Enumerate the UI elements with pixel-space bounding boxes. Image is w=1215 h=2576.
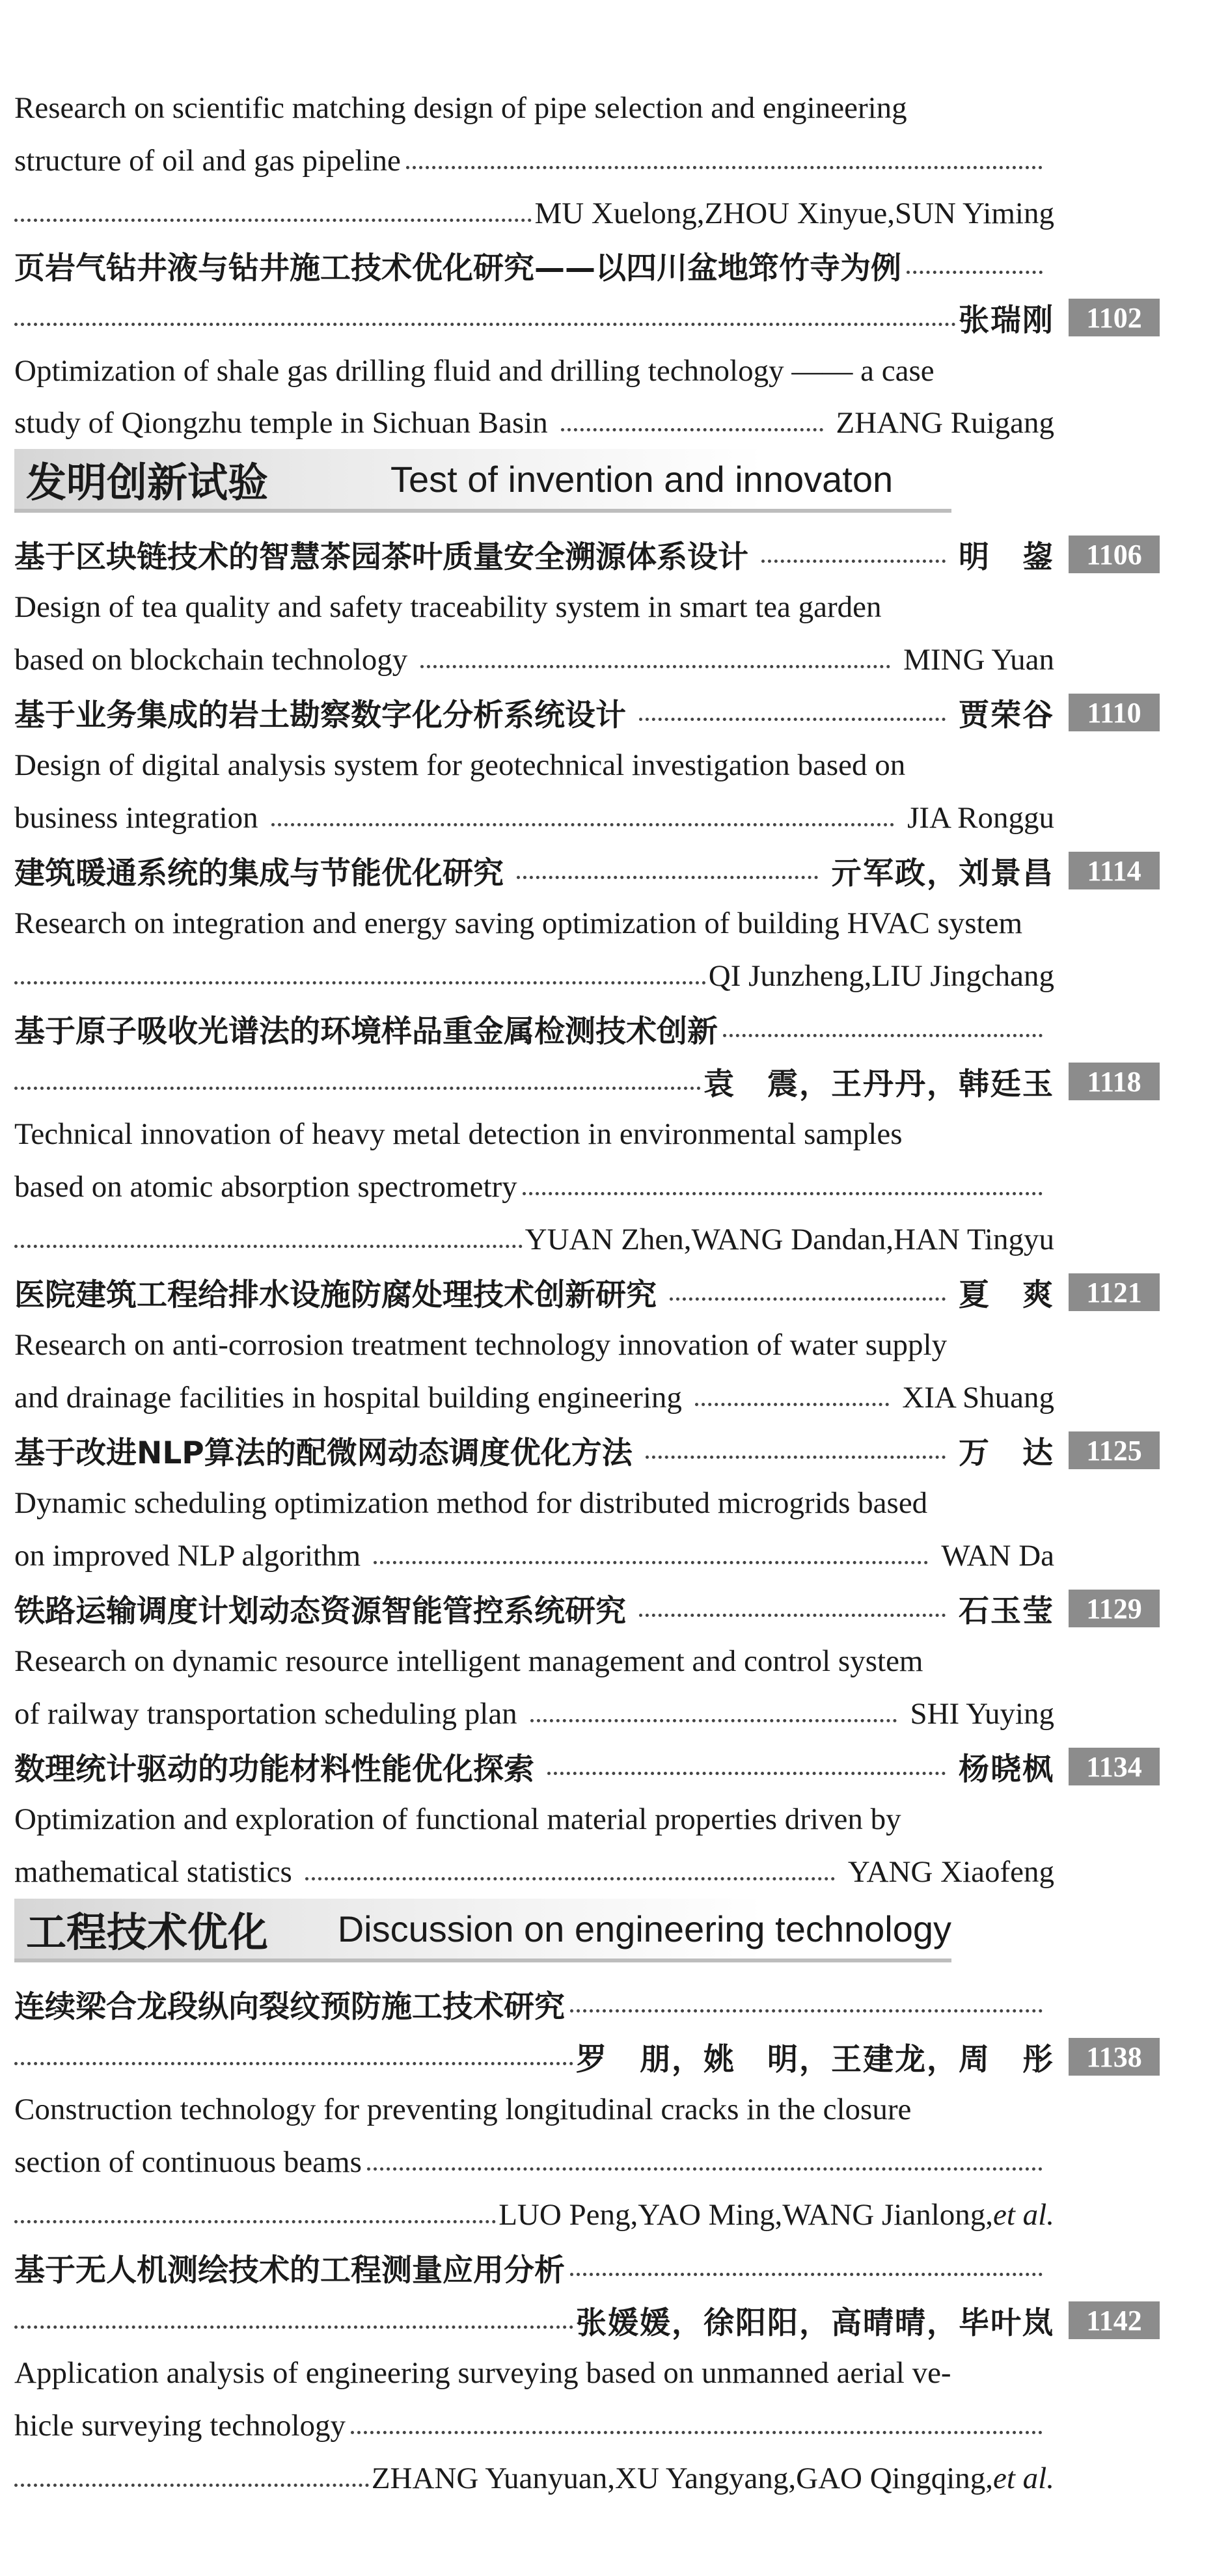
- cn-authors: 万 达: [959, 1435, 1054, 1471]
- section-title-cn: 工程技术优化: [26, 1908, 269, 1956]
- toc-en-title-line: [14, 1635, 1160, 1687]
- en-authors: JIA Ronggu: [907, 801, 1054, 835]
- en-title-text: study of Qiongzhu temple in Sichuan Basin: [14, 406, 548, 440]
- cn-authors: 张媛媛，徐阳阳，高晴晴，毕叶岚: [576, 2305, 1054, 2341]
- toc-en-title-line: [14, 82, 1160, 134]
- en-title-text: based on blockchain technology: [14, 643, 408, 677]
- toc-cn-author-line: [14, 2294, 1160, 2346]
- toc-en-title-line: [14, 1477, 1160, 1529]
- dot-leader: [639, 718, 946, 721]
- page-number-badge[interactable]: 1129: [1069, 1590, 1160, 1627]
- en-authors: WAN Da: [941, 1539, 1054, 1573]
- dot-leader: [523, 1192, 1043, 1195]
- toc-cn-author-line: [14, 2031, 1160, 2083]
- cn-title-text: 基于无人机测绘技术的工程测量应用分析: [14, 2252, 565, 2288]
- toc-cn-title-line[interactable]: [14, 528, 1160, 580]
- cn-title-text: 连续梁合龙段纵向裂纹预防施工技术研究: [14, 1988, 565, 2025]
- page-number-badge[interactable]: 1110: [1069, 694, 1160, 731]
- section-header: [14, 1899, 951, 1962]
- cn-authors: 罗 朋，姚 明，王建龙，周 彤: [576, 2041, 1054, 2078]
- toc-en-title-line: [14, 1530, 1160, 1582]
- toc-en-title-line: [14, 1372, 1160, 1424]
- en-title-text: Research on dynamic resource intelligent management and control system: [14, 1644, 923, 1678]
- page-number-badge[interactable]: 1125: [1069, 1431, 1160, 1469]
- en-authors: YANG Xiaofeng: [847, 1855, 1054, 1889]
- en-title-text: mathematical statistics: [14, 1855, 292, 1889]
- dot-leader: [723, 1034, 1043, 1037]
- toc-cn-author-line: [14, 1055, 1160, 1107]
- cn-authors: 袁 震，王丹丹，韩廷玉: [703, 1066, 1054, 1102]
- en-title-text: Application analysis of engineering surveying based on unmanned aerial ve-: [14, 2356, 951, 2390]
- toc-en-title-line: [14, 397, 1160, 449]
- toc-en-title-line: [14, 2083, 1160, 2135]
- toc-cn-title-line[interactable]: [14, 239, 1160, 291]
- et-al: et al.: [993, 2198, 1054, 2232]
- en-authors: LUO Peng,YAO Ming,WANG Jianlong,: [498, 2198, 994, 2232]
- section-header: [14, 449, 951, 513]
- dot-leader: [305, 1877, 835, 1880]
- cn-title-text: 铁路运输调度计划动态资源智能管控系统研究: [14, 1593, 626, 1629]
- toc-en-title-line: [14, 1846, 1160, 1898]
- toc-en-author-line: [14, 1213, 1160, 1266]
- dot-leader: [14, 323, 956, 326]
- toc-cn-title-line[interactable]: [14, 1266, 1160, 1318]
- toc-en-title-line: [14, 135, 1160, 187]
- dot-leader: [406, 166, 1043, 169]
- toc-en-title-line: [14, 581, 1160, 633]
- dot-leader: [530, 1719, 897, 1722]
- toc-en-title-line: [14, 2347, 1160, 2399]
- toc-en-title-line: [14, 792, 1160, 844]
- page-number-badge[interactable]: 1118: [1069, 1063, 1160, 1100]
- en-title-text: hicle surveying technology: [14, 2409, 346, 2443]
- dot-leader: [367, 2167, 1043, 2171]
- dot-leader: [351, 2431, 1043, 2434]
- dot-leader: [271, 823, 894, 826]
- dot-leader: [14, 981, 706, 984]
- dot-leader: [761, 560, 946, 563]
- en-authors: YUAN Zhen,WANG Dandan,HAN Tingyu: [525, 1223, 1054, 1256]
- cn-title-text: 基于业务集成的岩土勘察数字化分析系统设计: [14, 697, 626, 733]
- toc-en-title-line: [14, 345, 1160, 397]
- toc-en-author-line: [14, 2452, 1160, 2504]
- dot-leader: [561, 428, 823, 431]
- en-authors: SHI Yuying: [910, 1697, 1054, 1731]
- dot-leader: [14, 1245, 523, 1248]
- cn-authors: 贾荣谷: [959, 697, 1054, 733]
- page-number-badge[interactable]: 1102: [1069, 299, 1160, 336]
- page-number-badge[interactable]: 1106: [1069, 536, 1160, 573]
- dot-leader: [14, 2062, 573, 2065]
- section-title-cn: 发明创新试验: [26, 458, 269, 506]
- en-title-text: Design of digital analysis system for geotechnical investigation based on: [14, 748, 906, 782]
- cn-authors: 张瑞刚: [959, 302, 1054, 338]
- dot-leader: [14, 2484, 369, 2487]
- et-al: et al.: [993, 2461, 1054, 2495]
- toc-en-title-line: [14, 739, 1160, 791]
- dot-leader: [570, 2273, 1043, 2276]
- en-authors: MU Xuelong,ZHOU Xinyue,SUN Yiming: [534, 197, 1054, 230]
- toc-en-title-line: [14, 2400, 1160, 2452]
- toc-cn-author-line: [14, 291, 1160, 344]
- toc-cn-title-line[interactable]: [14, 1003, 1160, 1055]
- cn-title-text: 建筑暖通系统的集成与节能优化研究: [14, 855, 504, 891]
- dot-leader: [646, 1456, 946, 1459]
- page-number-badge[interactable]: 1134: [1069, 1748, 1160, 1785]
- cn-title-text: 页岩气钻井液与钻井施工技术优化研究——以四川盆地筇竹寺为例: [14, 250, 901, 286]
- toc-cn-title-line[interactable]: [14, 2242, 1160, 2294]
- page-number-badge[interactable]: 1121: [1069, 1273, 1160, 1311]
- cn-authors: 明 鋆: [959, 539, 1054, 575]
- toc-en-author-line: [14, 187, 1160, 239]
- toc-cn-title-line[interactable]: [14, 1741, 1160, 1793]
- toc-cn-title-line[interactable]: [14, 1424, 1160, 1476]
- cn-authors: 石玉莹: [959, 1593, 1054, 1629]
- cn-title-text: 基于区块链技术的智慧茶园茶叶质量安全溯源体系设计: [14, 539, 748, 575]
- en-title-text: Research on anti-corrosion treatment technology innovation of water supply: [14, 1328, 948, 1362]
- dot-leader: [420, 665, 890, 668]
- en-authors: ZHANG Ruigang: [836, 406, 1054, 440]
- dot-leader: [14, 2325, 573, 2329]
- cn-authors: 夏 爽: [959, 1277, 1054, 1313]
- dot-leader: [639, 1614, 946, 1617]
- cn-authors: 亓军政，刘景昌: [831, 855, 1054, 891]
- en-title-text: Optimization of shale gas drilling fluid and drilling technology —— a case: [14, 354, 935, 388]
- toc-en-title-line: [14, 1108, 1160, 1160]
- page-number-badge[interactable]: 1138: [1069, 2038, 1160, 2076]
- en-title-text: of railway transportation scheduling plan: [14, 1697, 517, 1731]
- en-title-text: Design of tea quality and safety traceability system in smart tea garden: [14, 590, 882, 624]
- toc-en-title-line: [14, 1688, 1160, 1740]
- en-title-text: based on atomic absorption spectrometry: [14, 1170, 517, 1204]
- toc-en-title-line: [14, 634, 1160, 686]
- dot-leader: [14, 1087, 701, 1090]
- cn-title-text: 数理统计驱动的功能材料性能优化探索: [14, 1751, 534, 1787]
- en-title-text: structure of oil and gas pipeline: [14, 144, 401, 178]
- dot-leader: [570, 2009, 1043, 2013]
- dot-leader: [547, 1772, 946, 1775]
- en-title-text: Dynamic scheduling optimization method for distributed microgrids based: [14, 1486, 928, 1520]
- en-title-text: Research on scientific matching design of pipe selection and engineering: [14, 91, 907, 125]
- toc-cn-title-line[interactable]: [14, 1978, 1160, 2030]
- dot-leader: [517, 876, 818, 879]
- cn-title-text: 基于改进NLP算法的配微网动态调度优化方法: [14, 1435, 633, 1471]
- toc-en-title-line: [14, 2136, 1160, 2188]
- en-title-text: section of continuous beams: [14, 2145, 362, 2179]
- section-title-en: Test of invention and innovaton: [390, 458, 894, 500]
- en-title-text: Construction technology for preventing longitudinal cracks in the closure: [14, 2093, 912, 2126]
- toc-en-author-line: [14, 2189, 1160, 2241]
- dot-leader: [374, 1561, 928, 1564]
- en-title-text: Optimization and exploration of functional material properties driven by: [14, 1802, 901, 1836]
- toc-cn-title-line[interactable]: [14, 845, 1160, 897]
- dot-leader: [670, 1297, 946, 1301]
- toc-en-author-line: [14, 950, 1160, 1002]
- toc-cn-title-line[interactable]: [14, 1582, 1160, 1634]
- toc-en-title-line: [14, 1161, 1160, 1213]
- page-number-badge[interactable]: 1142: [1069, 2301, 1160, 2339]
- toc-cn-title-line[interactable]: [14, 686, 1160, 739]
- en-title-text: and drainage facilities in hospital building engineering: [14, 1381, 682, 1415]
- en-authors: XIA Shuang: [902, 1381, 1054, 1415]
- en-authors: ZHANG Yuanyuan,XU Yangyang,GAO Qingqing,: [371, 2461, 994, 2495]
- toc-en-title-line: [14, 897, 1160, 949]
- en-title-text: Research on integration and energy saving optimization of building HVAC system: [14, 906, 1023, 940]
- en-title-text: business integration: [14, 801, 258, 835]
- section-title-en: Discussion on engineering technology: [337, 1908, 951, 1949]
- en-authors: QI Junzheng,LIU Jingchang: [708, 959, 1054, 993]
- page-number-badge[interactable]: 1114: [1069, 852, 1160, 889]
- cn-title-text: 基于原子吸收光谱法的环境样品重金属检测技术创新: [14, 1013, 718, 1050]
- toc-en-title-line: [14, 1319, 1160, 1371]
- dot-leader: [907, 271, 1043, 274]
- en-title-text: on improved NLP algorithm: [14, 1539, 361, 1573]
- en-authors: MING Yuan: [903, 643, 1054, 677]
- en-title-text: Technical innovation of heavy metal detection in environmental samples: [14, 1117, 903, 1151]
- dot-leader: [695, 1403, 889, 1406]
- dot-leader: [14, 219, 532, 222]
- dot-leader: [14, 2220, 496, 2223]
- toc-en-title-line: [14, 1793, 1160, 1845]
- cn-title-text: 医院建筑工程给排水设施防腐处理技术创新研究: [14, 1277, 657, 1313]
- cn-authors: 杨晓枫: [959, 1751, 1054, 1787]
